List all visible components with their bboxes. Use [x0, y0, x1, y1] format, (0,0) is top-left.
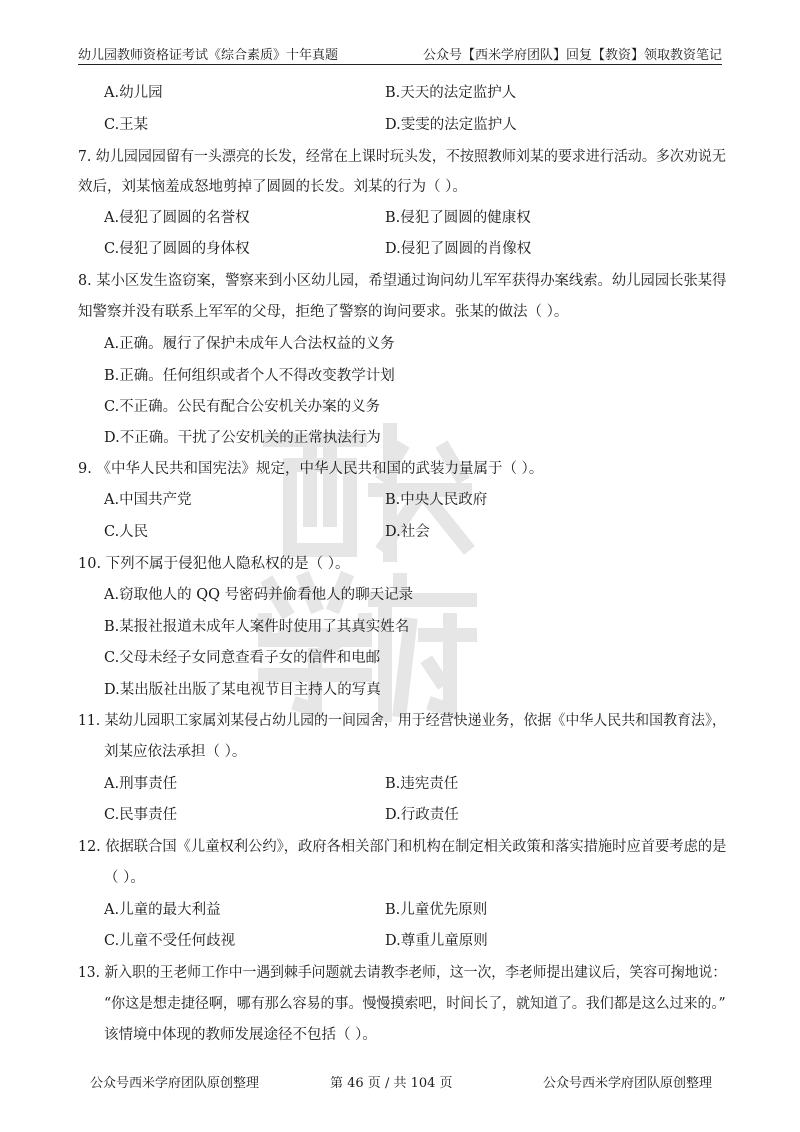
q11-option-b: B.违宪责任	[385, 776, 459, 792]
q11-stem-line2: 刘某应依法承担（ ）。	[104, 744, 247, 760]
q7-option-d: D.侵犯了圆圆的肖像权	[385, 241, 532, 257]
q13-stem-line3: 该情境中体现的教师发展途径不包括（ ）。	[104, 1027, 377, 1043]
q12-stem-line2: （ ）。	[104, 870, 145, 886]
q6-option-c: C.王某	[104, 117, 149, 133]
q10-stem: 10. 下列不属于侵犯他人隐私权的是（ ）。	[78, 556, 350, 572]
q12-stem-line1: 12. 依据联合国《儿童权利公约》，政府各相关部门和机构在制定相关政策和落实措施时应首要考虑的是	[78, 839, 727, 855]
q7-stem-line1: 7. 幼儿园园园留有一头漂亮的长发，经常在上课时玩头发，不按照教师刘某的要求进行活动。多次劝说无	[78, 149, 726, 165]
q12-option-c: C.儿童不受任何歧视	[104, 933, 236, 949]
q12-option-d: D.尊重儿童原则	[385, 933, 488, 949]
q10-option-b: B.某报社报道未成年人案件时使用了其真实姓名	[104, 619, 410, 635]
q6-option-b: B.天天的法定监护人	[385, 85, 517, 101]
q7-stem-line2: 效后，刘某恼羞成怒地剪掉了圆圆的长发。刘某的行为（ ）。	[78, 179, 467, 195]
q7-option-a: A.侵犯了圆圆的名誉权	[104, 210, 250, 226]
q6-option-a: A.幼儿园	[104, 85, 163, 101]
q11-option-c: C.民事责任	[104, 807, 178, 823]
q6-option-d: D.雯雯的法定监护人	[385, 117, 517, 133]
q8-option-b: B.正确。任何组织或者个人不得改变教学计划	[104, 368, 395, 384]
q7-option-b: B.侵犯了圆圆的健康权	[385, 210, 531, 226]
footer-left-note: 公众号西米学府团队原创整理	[90, 1076, 260, 1091]
q9-stem: 9. 《中华人民共和国宪法》规定，中华人民共和国的武装力量属于（ ）。	[78, 461, 544, 477]
q11-option-d: D.行政责任	[385, 807, 459, 823]
header-left-title: 幼儿园教师资格证考试《综合素质》十年真题	[78, 48, 339, 63]
page-number: 第 46 页 / 共 104 页	[330, 1076, 453, 1091]
q8-option-a: A.正确。履行了保护未成年人合法权益的义务	[104, 336, 395, 352]
q12-option-b: B.儿童优先原则	[385, 902, 488, 918]
q9-option-b: B.中央人民政府	[385, 492, 488, 508]
q7-option-c: C.侵犯了圆圆的身体权	[104, 241, 250, 257]
q11-option-a: A.刑事责任	[104, 776, 178, 792]
q8-option-c: C.不正确。公民有配合公安机关办案的义务	[104, 399, 381, 415]
q10-option-c: C.父母未经子女同意查看子女的信件和电邮	[104, 650, 381, 666]
q9-option-d: D.社会	[385, 524, 430, 540]
q9-option-a: A.中国共产党	[104, 492, 192, 508]
header-divider	[78, 64, 722, 65]
q8-stem-line2: 知警察并没有联系上军军的父母，拒绝了警察的询问要求。张某的做法（ ）。	[78, 304, 569, 320]
q8-option-d: D.不正确。干扰了公安机关的正常执法行为	[104, 430, 381, 446]
q12-option-a: A.儿童的最大利益	[104, 902, 221, 918]
q11-stem-line1: 11. 某幼儿园职工家属刘某侵占幼儿园的一间园舍，用于经营快递业务，依据《中华人民共和国教育法》，	[78, 713, 726, 729]
q8-stem-line1: 8. 某小区发生盗窃案，警察来到小区幼儿园，希望通过询问幼儿军军获得办案线索。幼儿园园长张某得	[78, 273, 727, 289]
q10-option-a: A.窃取他人的 QQ 号密码并偷看他人的聊天记录	[104, 587, 414, 603]
q9-option-c: C.人民	[104, 524, 149, 540]
q10-option-d: D.某出版社出版了某电视节目主持人的写真	[104, 682, 381, 698]
header-right-note: 公众号【西米学府团队】回复【教资】领取教资笔记	[422, 48, 722, 63]
q13-stem-line1: 13. 新入职的王老师工作中一遇到棘手问题就去请教李老师，这一次，李老师提出建议后，笑容可掬地说：	[78, 965, 727, 981]
q13-stem-line2: “你这是想走捷径啊，哪有那么容易的事。慢慢摸索吧，时间长了，就知道了。我们都是这么过来的。”	[104, 996, 726, 1012]
footer-right-note: 公众号西米学府团队原创整理	[542, 1076, 712, 1091]
